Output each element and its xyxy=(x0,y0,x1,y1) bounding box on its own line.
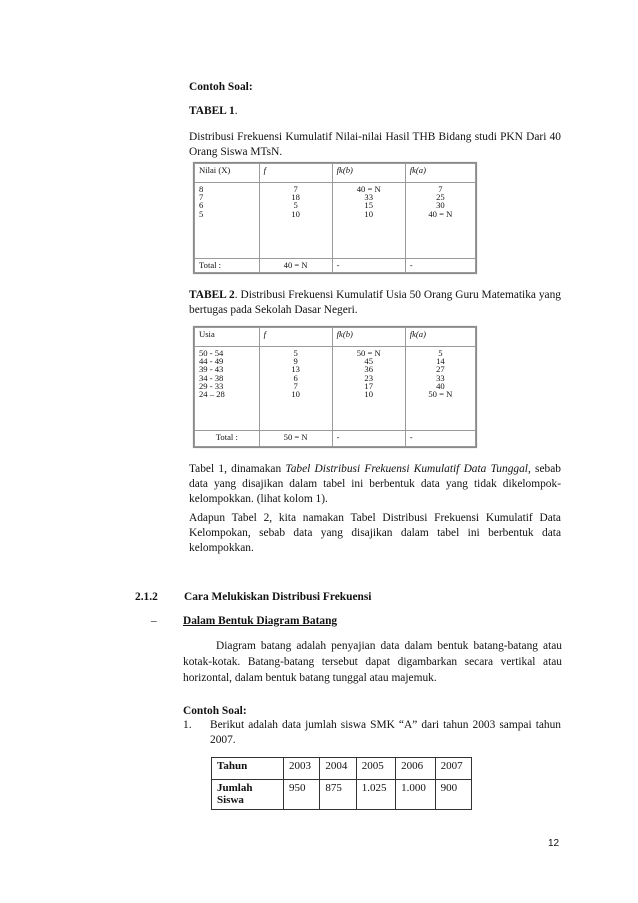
subsection-title: Dalam Bentuk Diagram Batang xyxy=(183,615,338,627)
year-table-row2-label: Jumlah Siswa xyxy=(212,780,284,810)
year-cell: 2005 xyxy=(356,758,395,780)
table2-caption-block xyxy=(189,288,561,318)
table2-col-fka: 5 14 27 33 40 50 = N xyxy=(405,347,475,431)
table1-caption: Distribusi Frekuensi Kumulatif Nilai-nilai Hasil THB Bidang studi PKN Dari 40 Orang Siswa MTsN. xyxy=(189,131,561,158)
table2-header-f: f xyxy=(259,328,332,347)
table1-header-nilai: Nilai (X) xyxy=(195,164,260,183)
count-cell: 1.000 xyxy=(396,780,435,810)
table1-header-fkb: fk(b) xyxy=(332,164,405,183)
table1 xyxy=(193,162,477,274)
year-cell: 2006 xyxy=(396,758,435,780)
table1-label-suffix: . xyxy=(234,105,238,117)
year-table xyxy=(211,757,472,810)
section-title: Cara Melukiskan Distribusi Frekuensi xyxy=(184,591,372,603)
table1-total-fkb: - xyxy=(332,259,405,273)
table1-header-f: f xyxy=(259,164,332,183)
table2-col-fkb: 50 = N 45 36 23 17 10 xyxy=(332,347,405,431)
year-cell: 2003 xyxy=(284,758,320,780)
year-cell: 2007 xyxy=(435,758,471,780)
subsection-bullet: – xyxy=(151,615,157,627)
count-cell: 950 xyxy=(284,780,320,810)
table1-total-f: 40 = N xyxy=(259,259,332,273)
table1-label: TABEL 1 xyxy=(189,105,235,117)
example2-item-text: Berikut adalah data jumlah siswa SMK “A” dari tahun 2003 sampai tahun 2007. xyxy=(210,719,561,746)
table2-total-f: 50 = N xyxy=(259,431,332,447)
table1-col-fkb: 40 = N 33 15 10 xyxy=(332,183,405,259)
table2-label: TABEL 2 xyxy=(189,289,235,301)
table1-total-label: Total : xyxy=(195,259,260,273)
table2-col-f: 5 9 13 6 7 10 xyxy=(259,347,332,431)
table2-total-fkb: - xyxy=(332,431,405,447)
table2-caption: . Distribusi Frekuensi Kumulatif Usia 50 Orang Guru Matematika yang bertugas pada Sekolah Dasar Negeri. xyxy=(189,289,561,316)
table2-total-fka: - xyxy=(405,431,475,447)
count-cell: 1.025 xyxy=(356,780,395,810)
page-number: 12 xyxy=(548,838,560,849)
table2 xyxy=(193,326,477,448)
table2-header-fkb: fk(b) xyxy=(332,328,405,347)
table2-col-usia: 50 - 54 44 - 49 39 - 43 34 - 38 29 - 33 24 – 28 xyxy=(195,347,260,431)
count-cell: 875 xyxy=(320,780,356,810)
table1-col-f: 7 18 5 10 xyxy=(259,183,332,259)
year-cell: 2004 xyxy=(320,758,356,780)
paragraph-diagram-batang: Diagram batang adalah penyajian data dalam bentuk batang-batang atau kotak-kotak. Batang-batang tersebut dapat digambarkan secara vertikal atau horizontal, dalam bentuk batang tunggal atau majemuk. xyxy=(183,640,562,684)
paragraph-table2-explanation: Adapun Tabel 2, kita namakan Tabel Distribusi Frekuensi Kumulatif Data Kelompokan, sebab data yang disajikan dalam tabel ini berbentuk data kelompokkan. xyxy=(189,512,561,554)
table1-label-line xyxy=(189,104,238,119)
year-table-row1-label: Tahun xyxy=(212,758,284,780)
table1-header-fka: fk(a) xyxy=(405,164,475,183)
example-heading: Contoh Soal: xyxy=(189,81,253,93)
table2-header-usia: Usia xyxy=(195,328,260,347)
table2-total-label: Total : xyxy=(195,431,260,447)
paragraph-table1-explanation: Tabel 1, dinamakan Tabel Distribusi Frekuensi Kumulatif Data Tunggal, sebab data yang disajikan dalam tabel ini berbentuk data yang tidak dikelompok-kelompokkan. (lihat kolom 1). xyxy=(189,463,561,505)
table1-total-fka: - xyxy=(405,259,475,273)
table1-col-nilai: 8 7 6 5 xyxy=(195,183,260,259)
count-cell: 900 xyxy=(435,780,471,810)
table1-col-fka: 7 25 30 40 = N xyxy=(405,183,475,259)
table2-header-fka: fk(a) xyxy=(405,328,475,347)
example2-heading: Contoh Soal: xyxy=(183,705,247,717)
example2-item-number: 1. xyxy=(183,719,192,731)
section-number: 2.1.2 xyxy=(135,591,158,603)
